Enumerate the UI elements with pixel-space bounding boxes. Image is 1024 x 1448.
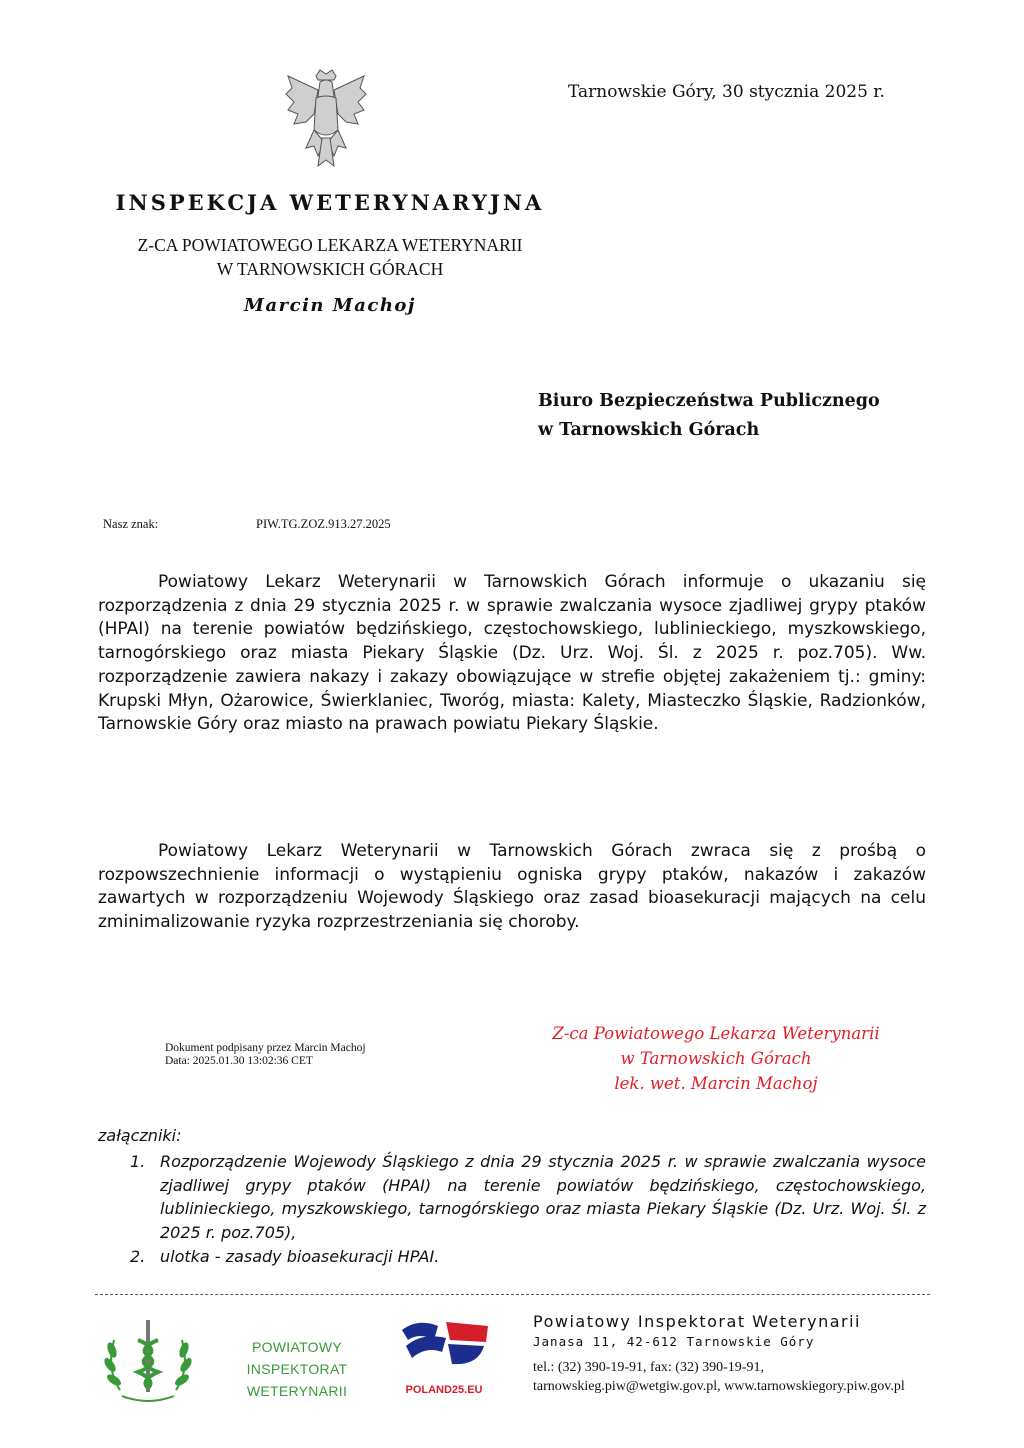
reference-label: Nasz znak: <box>103 517 159 531</box>
institution-title: INSPEKCJA WETERYNARYJNA <box>115 190 545 215</box>
attachment-text: ulotka - zasady bioasekuracji HPAI. <box>160 1246 440 1266</box>
reference-number: PIW.TG.ZOZ.913.27.2025 <box>256 517 391 531</box>
digital-signature-line-1: Dokument podpisany przez Marcin Machoj <box>165 1042 366 1054</box>
attachment-text: Rozporządzenie Wojewody Śląskiego z dnia 29 stycznia 2025 r. w sprawie zwalczania wysoce zjadliwej grypy ptaków (HPAI) na terenie powiatów będzińskiego, częstochowskiego, lublinieckiego, myszkowskiego, tarnogórskiego oraz miasta Piekary Śląskie (Dz. Urz. Woj. Śl. z 2025 r. poz.705), <box>160 1152 926 1243</box>
attachment-item <box>98 1150 926 1245</box>
footer-address: Janasa 11, 42-612 Tarnowskie Góry <box>533 1334 815 1349</box>
footer-contact: tarnowskieg.piw@wetgiw.gov.pl, www.tarnowskiegory.piw.gov.pl <box>533 1379 905 1394</box>
signer-title: Z-ca Powiatowego Lekarza Weterynarii <box>552 1024 880 1043</box>
piw-logo-text <box>202 1336 392 1402</box>
piw-logo-line-2: WETERYNARII <box>246 1383 348 1399</box>
attachments-list <box>98 1150 926 1269</box>
recipient-line-1: Biuro Bezpieczeństwa Publicznego <box>538 391 880 411</box>
attachment-number: 2. <box>130 1246 146 1266</box>
signer-block <box>500 1021 932 1096</box>
veterinary-inspectorate-logo-icon <box>100 1310 196 1406</box>
body-paragraph-2: Powiatowy Lekarz Weterynarii w Tarnowskich Górach zwraca się z prośbą o rozpowszechnienie informacji o wystąpieniu ogniska grypy ptaków, nakazów i zakazów zawartych w rozporządzeniu Wojewody Śląskiego oraz zasad bioasekuracji mających na celu zminimalizowanie ryzyka rozprzestrzeniania się choroby. <box>98 841 926 933</box>
attachment-item <box>98 1245 926 1269</box>
place-date: Tarnowskie Góry, 30 stycznia 2025 r. <box>568 82 885 102</box>
signer-name: lek. wet. Marcin Machoj <box>614 1074 818 1093</box>
attachments-title: załączniki: <box>98 1126 182 1145</box>
digital-signature-line-2: Data: 2025.01.30 13:02:36 CET <box>165 1054 313 1067</box>
position-line-2: W TARNOWSKICH GÓRACH <box>216 259 444 279</box>
signer-location: w Tarnowskich Górach <box>620 1049 812 1068</box>
position-title <box>90 233 570 281</box>
official-name: Marcin Machoj <box>244 295 416 316</box>
footer-divider <box>95 1294 930 1295</box>
poland-eu-presidency-logo-icon <box>398 1312 490 1372</box>
footer-org-name: Powiatowy Inspektorat Weterynarii <box>533 1312 861 1331</box>
piw-logo-line-1: POWIATOWY INSPEKTORAT <box>246 1339 348 1377</box>
recipient-address <box>538 387 880 445</box>
footer-phone: tel.: (32) 390-19-91, fax: (32) 390-19-91, <box>533 1360 764 1375</box>
recipient-line-2: w Tarnowskich Górach <box>538 420 760 440</box>
polish-eagle-emblem-icon <box>284 68 368 172</box>
body-paragraph-1: Powiatowy Lekarz Weterynarii w Tarnowskich Górach informuje o ukazaniu się rozporządzenia z dnia 29 stycznia 2025 r. w sprawie zwalczania wysoce zjadliwej grypy ptaków (HPAI) na terenie powiatów będzińskiego, częstochowskiego, lublinieckiego, myszkowskiego, tarnogórskiego oraz miasta Piekary Śląskie (Dz. Urz. Woj. Śl. z 2025 r. poz.705). Ww. rozporządzenie zawiera nakazy i zakazy obowiązujące w strefie objętej zakażeniem tj.: gminy: Krupski Młyn, Ożarowice, Świerklaniec, Tworóg, miasta: Kalety, Miasteczko Śląskie, Radzionków, Tarnowskie Góry oraz miasto na prawach powiatu Piekary Śląskie. <box>98 572 926 735</box>
poland-logo-text: POLAND25.EU <box>405 1384 483 1396</box>
position-line-1: Z-CA POWIATOWEGO LEKARZA WETERYNARII <box>137 235 523 255</box>
digital-signature-info <box>165 1042 366 1067</box>
attachment-number: 1. <box>130 1152 146 1171</box>
